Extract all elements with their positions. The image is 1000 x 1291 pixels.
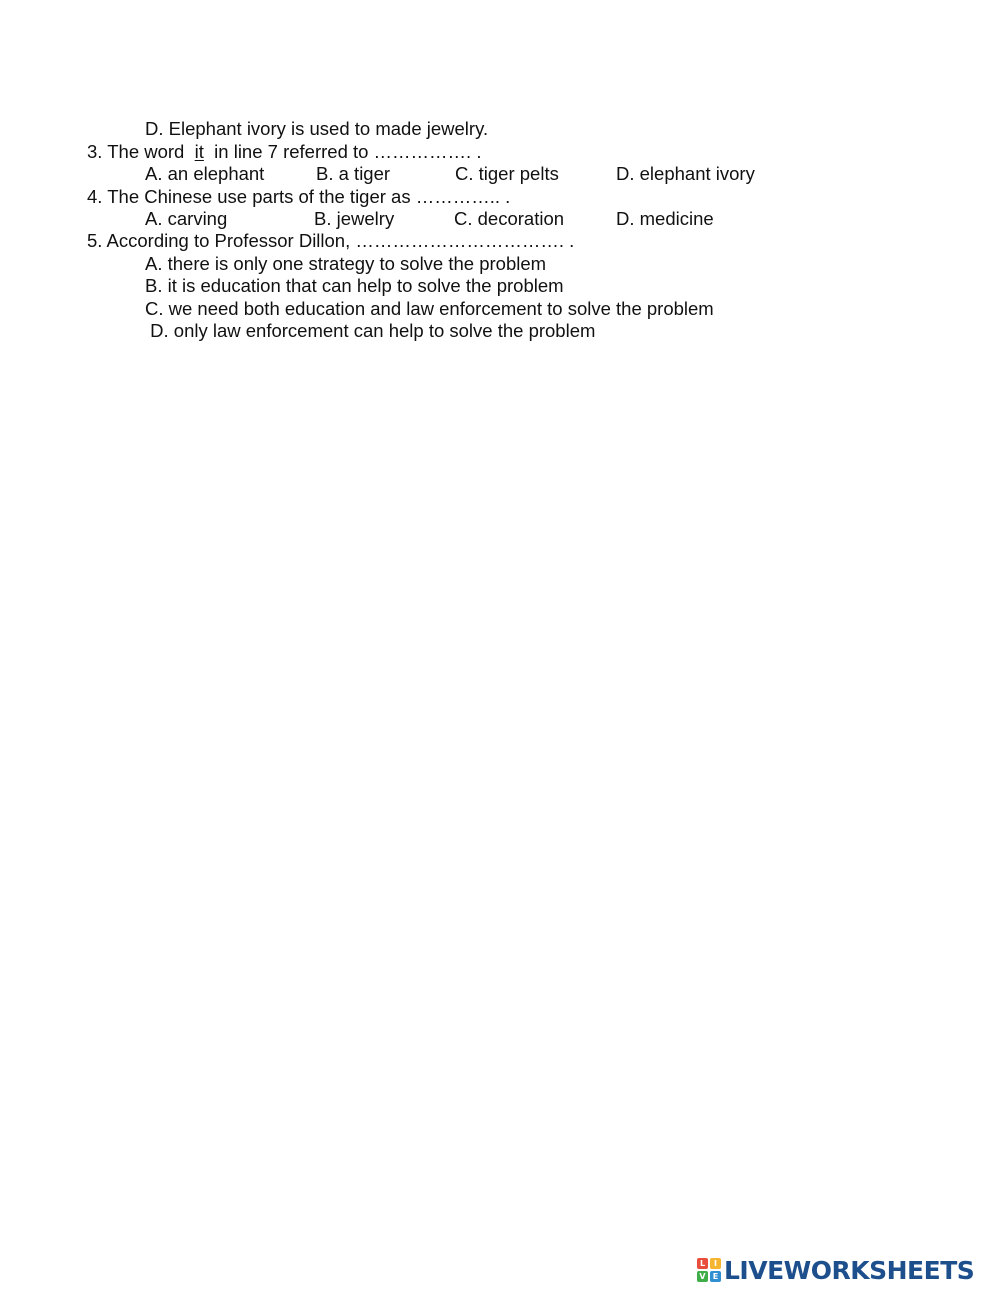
q5-option-d: D. only law enforcement can help to solve the problem [145,320,596,341]
q2-option-d: D. Elephant ivory is used to made jewelry. [145,118,489,139]
question-3-keyword: it [194,141,204,162]
q4-option-b: B. jewelry [314,208,395,229]
question-4-stem: 4. The Chinese use parts of the tiger as ………….. . [87,186,511,207]
q4-option-c: C. decoration [454,208,565,229]
question-5-stem: 5. According to Professor Dillon, ……………………………. . [87,230,575,251]
logo-block-e: E [710,1271,721,1282]
q3-option-c: C. tiger pelts [455,163,559,184]
question-3-suffix: in line 7 referred to ……………. . [203,141,482,162]
question-3-stem [87,141,481,163]
q4-option-a: A. carving [145,208,228,229]
logo-block-l: L [697,1258,708,1269]
liveworksheets-logo [697,1256,974,1284]
logo-wordmark: LIVEWORKSHEETS [724,1255,975,1285]
logo-block-i: I [710,1258,721,1269]
q5-option-c: C. we need both education and law enforcement to solve the problem [145,298,714,319]
q5-option-a: A. there is only one strategy to solve the problem [145,253,547,274]
question-3-prefix: 3. The word [87,141,195,162]
q3-option-a: A. an elephant [145,163,265,184]
q3-option-b: B. a tiger [316,163,391,184]
live-blocks-icon [697,1258,721,1282]
q4-option-d: D. medicine [616,208,714,229]
logo-block-v: V [697,1271,708,1282]
q3-option-d: D. elephant ivory [616,163,755,184]
q5-option-b: B. it is education that can help to solve the problem [145,275,564,296]
